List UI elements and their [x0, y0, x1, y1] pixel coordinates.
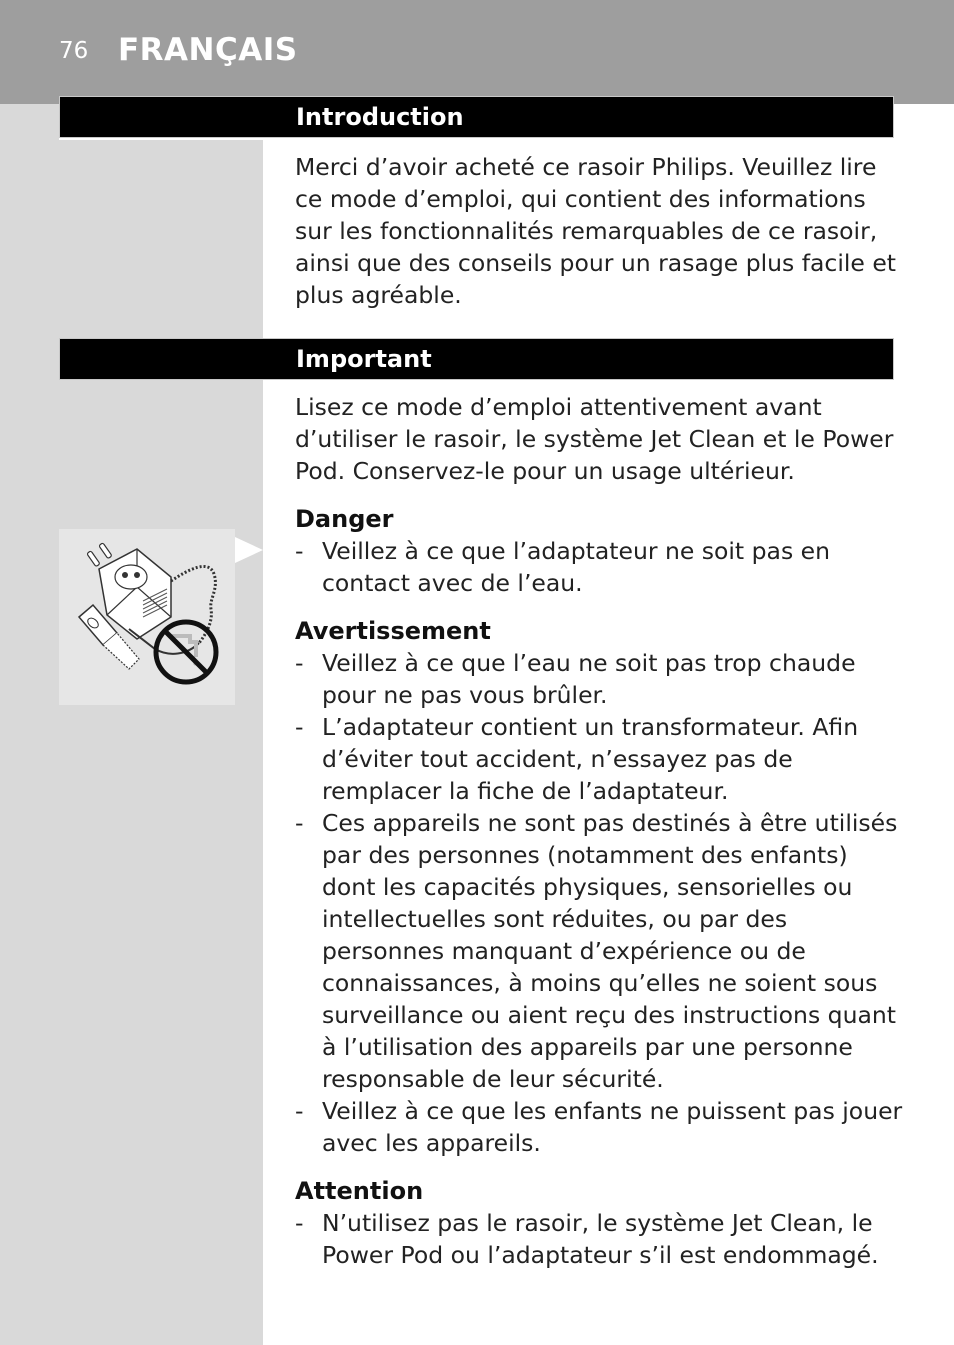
- list-item: [295, 711, 905, 807]
- list-item: [295, 807, 905, 1095]
- introduction-text: Merci d’avoir acheté ce rasoir Philips. Veuillez lire ce mode d’emploi, qui contient des informations sur les fonctionnalités remarquables de ce rasoir, ainsi que des conseils pour un rasage plus facile et plus agréable.: [295, 153, 896, 309]
- section-bar-introduction: [59, 96, 894, 138]
- list-item-text: Veillez à ce que les enfants ne puissent pas jouer avec les appareils.: [322, 1097, 903, 1157]
- list-item: [295, 647, 905, 711]
- list-item: [295, 1207, 905, 1271]
- bullet-dash: -: [295, 1097, 304, 1125]
- list-item-text: N’utilisez pas le rasoir, le système Jet Clean, le Power Pod ou l’adaptateur s’il est endommagé.: [322, 1209, 879, 1269]
- list-item-text: Veillez à ce que l’adaptateur ne soit pas en contact avec de l’eau.: [322, 537, 831, 597]
- figure-pointer: [235, 537, 263, 563]
- important-body: [295, 391, 905, 1271]
- bullet-dash: -: [295, 809, 304, 837]
- language-heading: FRANÇAIS: [118, 32, 298, 68]
- adapter-no-water-icon: [59, 529, 235, 705]
- introduction-body: [295, 151, 905, 311]
- danger-heading: Danger: [295, 505, 394, 533]
- list-item-text: Veillez à ce que l’eau ne soit pas trop chaude pour ne pas vous brûler.: [322, 649, 856, 709]
- list-item-text: Ces appareils ne sont pas destinés à être utilisés par des personnes (notamment des enfants) dont les capacités physiques, sensorielles ou intellectuelles sont réduites, ou par des personnes manquant d’expérience ou de connaissances, à moins qu’elles ne soient sous surveillance ou aient reçu des instructions quant à l’utilisation des appareils par une personne responsable de leur sécurité.: [322, 809, 898, 1093]
- bullet-dash: -: [295, 649, 304, 677]
- attention-heading: Attention: [295, 1177, 424, 1205]
- bullet-dash: -: [295, 1209, 304, 1237]
- list-item: [295, 535, 905, 599]
- section-bar-important: [59, 338, 894, 380]
- bullet-dash: -: [295, 537, 304, 565]
- left-margin-column: [0, 104, 263, 1345]
- warning-heading: Avertissement: [295, 617, 491, 645]
- adapter-illustration: [59, 529, 235, 705]
- section-title: Important: [296, 345, 432, 373]
- list-item-text: L’adaptateur contient un transformateur. Afin d’éviter tout accident, n’essayez pas de remplacer la fiche de l’adaptateur.: [322, 713, 859, 805]
- section-title: Introduction: [296, 103, 464, 131]
- bullet-dash: -: [295, 713, 304, 741]
- list-item: [295, 1095, 905, 1159]
- page-number: 76: [59, 38, 89, 64]
- important-text: Lisez ce mode d’emploi attentivement avant d’utiliser le rasoir, le système Jet Clean et le Power Pod. Conservez-le pour un usage ultérieur.: [295, 393, 894, 485]
